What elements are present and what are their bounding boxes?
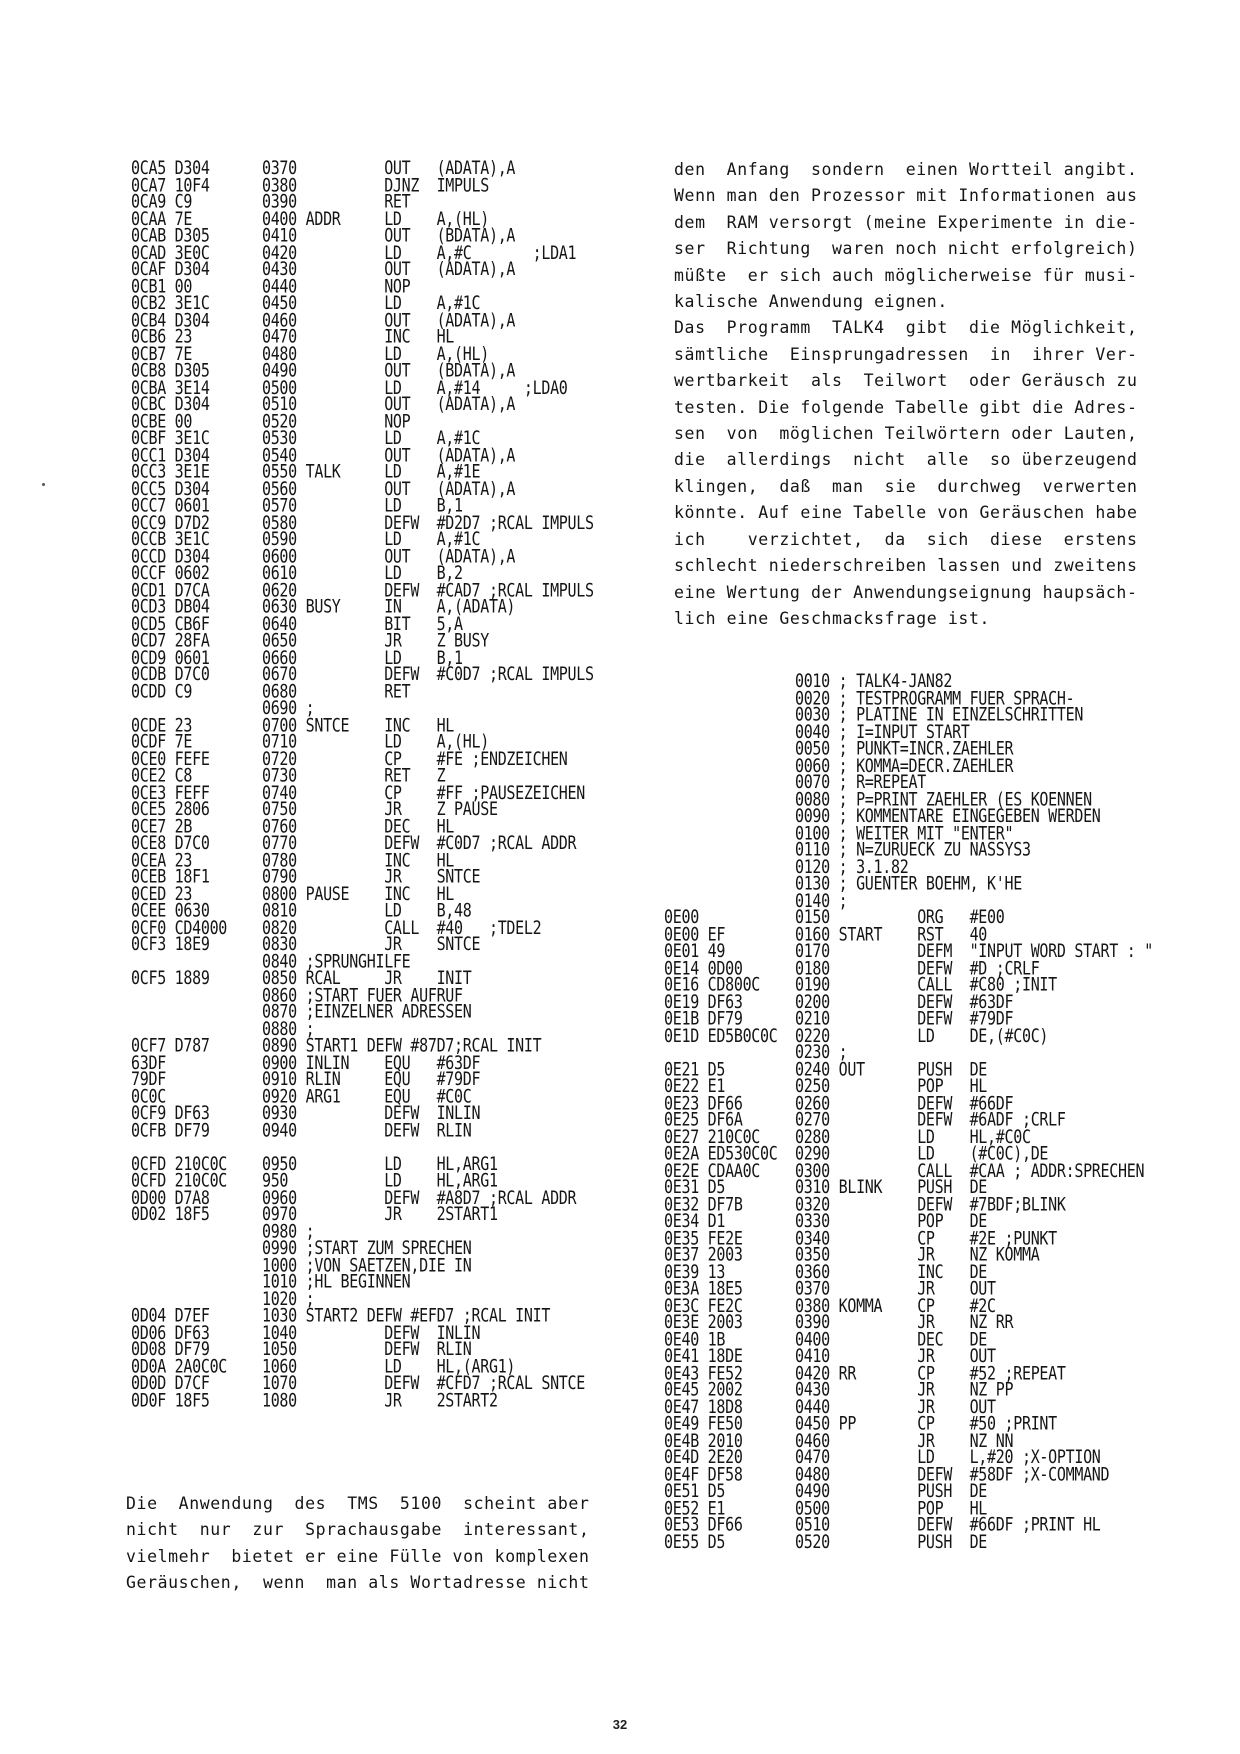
listing-line: 0E4B 2010 0460 JR NZ NN xyxy=(664,1428,1014,1452)
listing-line: 0E41 18DE 0410 JR OUT xyxy=(664,1344,996,1367)
listing-line: 1010 ;HL BEGINNEN xyxy=(131,1270,411,1293)
listing-line: 0090 ; KOMMENTARE EINGEGEBEN WERDEN xyxy=(664,804,1101,827)
listing-line: 0E00 EF 0160 START RST 40 xyxy=(664,922,988,945)
prose-line: wertbarkeit als Teilwort oder Geräusch zu xyxy=(674,371,1138,391)
listing-line: 0CCF 0602 0610 LD B,2 xyxy=(131,561,463,584)
listing-line: 0E53 DF66 0510 DEFW #66DF ;PRINT HL xyxy=(664,1513,1101,1536)
listing-line: 0E22 E1 0250 POP HL xyxy=(664,1074,988,1097)
listing-line: 0E47 18D8 0440 JR OUT xyxy=(664,1394,996,1418)
listing-line: 0E35 FE2E 0340 CP #2E ;PUNKT xyxy=(664,1226,1057,1249)
listing-line: 0CE2 C8 0730 RET Z xyxy=(131,763,446,787)
prose-line: ich verzichtet, da sich diese erstens xyxy=(674,529,1138,549)
listing-line: 0CC3 3E1E 0550 TALK LD A,#1E xyxy=(131,460,481,483)
listing-line: 0CB2 3E1C 0450 LD A,#1C xyxy=(131,291,481,314)
listing-line: 0E39 13 0360 INC DE xyxy=(664,1259,988,1283)
listing-line: 0CD9 0601 0660 LD B,1 xyxy=(131,645,463,669)
listing-line: 0E3C FE2C 0380 KOMMA CP #2C xyxy=(664,1293,996,1317)
listing-line: 1000 ;VON SAETZEN,DIE IN xyxy=(131,1253,472,1276)
prose-line: sen von möglichen Teilwörtern oder Lauten, xyxy=(674,424,1138,444)
prose-right-column xyxy=(674,157,1138,632)
listing-line: 0CC9 D7D2 0580 DEFW #D2D7 ;RCAL IMPULS xyxy=(131,510,594,534)
listing-line: 0CD1 D7CA 0620 DEFW #CAD7 ;RCAL IMPULS xyxy=(131,578,594,601)
listing-line: 0CBC D304 0510 OUT (ADATA),A xyxy=(131,392,516,415)
prose-line: Die Anwendung des TMS 5100 scheint aber xyxy=(126,1494,590,1513)
listing-line: 0CED 23 0800 PAUSE INC HL xyxy=(131,881,455,905)
listing-line: 0CB8 D305 0490 OUT (BDATA),A xyxy=(131,358,516,382)
listing-line: 0E25 DF6A 0270 DEFW #6ADF ;CRLF xyxy=(664,1108,1066,1131)
listing-line: 0D08 DF79 1050 DEFW RLIN xyxy=(131,1337,472,1360)
listing-line: 0E55 D5 0520 PUSH DE xyxy=(664,1529,988,1553)
listing-line: 79DF 0910 RLIN EQU #79DF xyxy=(131,1067,481,1090)
prose-line: nicht nur zur Sprachausgabe interessant, xyxy=(126,1520,590,1540)
listing-line: 0E52 E1 0500 POP HL xyxy=(664,1496,988,1519)
listing-line: 0840 ;SPRUNGHILFE xyxy=(131,949,411,972)
prose-line: testen. Die folgende Tabelle gibt die Adres- xyxy=(674,397,1138,417)
assembly-listing-left xyxy=(131,156,594,1411)
listing-line: 0CC7 0601 0570 LD B,1 xyxy=(131,493,463,517)
listing-line: 0CCD D304 0600 OUT (ADATA),A xyxy=(131,544,516,567)
listing-line: 0D00 D7A8 0960 DEFW #A8D7 ;RCAL ADDR xyxy=(131,1185,577,1209)
listing-line: 0E19 DF63 0200 DEFW #63DF xyxy=(664,989,1014,1013)
listing-line: 0E51 D5 0490 PUSH DE xyxy=(664,1479,988,1502)
listing-line: 1020 ; xyxy=(131,1286,315,1310)
listing-line: 0CD7 28FA 0650 JR Z BUSY xyxy=(131,628,489,652)
listing-line: 0CCB 3E1C 0590 LD A,#1C xyxy=(131,527,481,550)
listing-line: 0E23 DF66 0260 DEFW #66DF xyxy=(664,1091,1014,1114)
prose-line: lich eine Geschmacksfrage ist. xyxy=(674,608,991,628)
listing-line: 0E4D 2E20 0470 LD L,#20 ;X-OPTION xyxy=(664,1445,1101,1468)
listing-line: 0CFD 210C0C 0950 LD HL,ARG1 xyxy=(131,1151,498,1175)
prose-line: müßte er sich auch möglicherweise für musi- xyxy=(674,265,1138,285)
listing-line: 0E43 FE52 0420 RR CP #52 ;REPEAT xyxy=(664,1361,1066,1384)
listing-line: 0E40 1B 0400 DEC DE xyxy=(664,1327,988,1350)
listing-line: 0CC5 D304 0560 OUT (ADATA),A xyxy=(131,476,516,500)
listing-line: 0CE5 2806 0750 JR Z PAUSE xyxy=(131,797,498,820)
listing-line: 0CEB 18F1 0790 JR SNTCE xyxy=(131,865,481,888)
prose-line: Wenn man den Prozessor mit Informationen aus xyxy=(674,186,1138,206)
listing-line: 0CC1 D304 0540 OUT (ADATA),A xyxy=(131,443,516,466)
assembly-listing-right xyxy=(664,669,1153,1553)
listing-line: 0070 ; R=REPEAT xyxy=(664,770,926,793)
listing-line: 0CBA 3E14 0500 LD A,#14 ;LDA0 xyxy=(131,375,568,399)
prose-line: vielmehr bietet er eine Fülle von komplexen xyxy=(126,1546,590,1566)
listing-line: 0CD3 DB04 0630 BUSY IN A,(ADATA) xyxy=(131,595,516,618)
listing-line: 0E2E CDAA0C 0300 CALL #CAA ; ADDR:SPRECHEN xyxy=(664,1158,1145,1182)
prose-line: klingen, daß man sie durchweg verwerten xyxy=(674,476,1138,496)
listing-line: 0E1B DF79 0210 DEFW #79DF xyxy=(664,1006,1014,1030)
listing-line: 0E37 2003 0350 JR NZ KOMMA xyxy=(664,1243,1040,1266)
prose-line: könnte. Auf eine Tabelle von Geräuschen habe xyxy=(674,503,1138,523)
listing-line: 0D0D D7CF 1070 DEFW #CFD7 ;RCAL SNTCE xyxy=(131,1371,586,1394)
listing-line: 0D0A 2A0C0C 1060 LD HL,(ARG1) xyxy=(131,1354,516,1377)
listing-line: 0140 ; xyxy=(664,888,848,912)
listing-line: 0CFB DF79 0940 DEFW RLIN xyxy=(131,1118,472,1141)
listing-line: 0CB4 D304 0460 OUT (ADATA),A xyxy=(131,308,516,331)
listing-line: 0CD5 CB6F 0640 BIT 5,A xyxy=(131,611,463,635)
listing-line: 0CFD 210C0C 950 LD HL,ARG1 xyxy=(131,1168,498,1192)
listing-line: 0060 ; KOMMA=DECR.ZAEHLER xyxy=(664,753,1014,777)
listing-line: 0CAB D305 0410 OUT (BDATA),A xyxy=(131,223,516,247)
listing-line: 0E27 210C0C 0280 LD HL,#C0C xyxy=(664,1124,1031,1148)
listing-line: 0CEA 23 0780 INC HL xyxy=(131,848,455,871)
page-number: 32 xyxy=(612,1717,628,1732)
listing-line: 0E21 D5 0240 OUT PUSH DE xyxy=(664,1057,988,1080)
listing-line: 0E31 D5 0310 BLINK PUSH DE xyxy=(664,1175,988,1198)
prose-line: den Anfang sondern einen Wortteil angibt. xyxy=(674,160,1138,179)
prose-line: dem RAM versorgt (meine Experimente in die- xyxy=(674,212,1138,232)
prose-line: ser Richtung waren noch nicht erfolgreich) xyxy=(674,239,1138,259)
prose-left-column xyxy=(126,1491,590,1597)
listing-line: 0E1D ED5B0C0C 0220 LD DE,(#C0C) xyxy=(664,1023,1049,1047)
listing-line: 0CF0 CD4000 0820 CALL #40 ;TDEL2 xyxy=(131,915,542,939)
listing-line: 0CAF D304 0430 OUT (ADATA),A xyxy=(131,257,516,280)
listing-line: 0C0C 0920 ARG1 EQU #C0C xyxy=(131,1084,472,1107)
listing-line: 0CF7 D787 0890 START1 DEFW #87D7;RCAL INIT xyxy=(131,1033,542,1057)
listing-line: 0CEE 0630 0810 LD B,48 xyxy=(131,898,472,922)
listing-line: 0990 ;START ZUM SPRECHEN xyxy=(131,1236,472,1259)
prose-line: eine Wertung der Anwendungseignung haupsäch- xyxy=(674,582,1138,602)
listing-line: 0870 ;EINZELNER ADRESSEN xyxy=(131,1000,472,1023)
listing-line: 0CB6 23 0470 INC HL xyxy=(131,325,455,348)
prose-line: kalische Anwendung eignen. xyxy=(674,292,948,312)
listing-line: 63DF 0900 INLIN EQU #63DF xyxy=(131,1050,481,1074)
listing-line: 0E00 0150 ORG #E00 xyxy=(664,905,1005,928)
listing-line: 0E34 D1 0330 POP DE xyxy=(664,1209,988,1232)
listing-line: 0880 ; xyxy=(131,1016,315,1040)
listing-line: 0CDB D7C0 0670 DEFW #C0D7 ;RCAL IMPULS xyxy=(131,662,594,685)
prose-line: die allerdings nicht alle so überzeugend xyxy=(674,450,1138,470)
listing-line: 0080 ; P=PRINT ZAEHLER (ES KOENNEN xyxy=(664,787,1092,810)
listing-line: 0CE7 2B 0760 DEC HL xyxy=(131,814,455,837)
listing-line: 0020 ; TESTPROGRAMM FUER SPRACH- xyxy=(664,686,1075,709)
listing-line: 0CB1 00 0440 NOP xyxy=(131,274,411,297)
listing-line: 0CF3 18E9 0830 JR SNTCE xyxy=(131,932,481,955)
scan-speck xyxy=(42,483,45,486)
listing-line: 0CAD 3E0C 0420 LD A,#C ;LDA1 xyxy=(131,240,577,264)
listing-line: 0CE0 FEFE 0720 CP #FE ;ENDZEICHEN xyxy=(131,746,568,770)
listing-line: 0130 ; GUENTER BOEHM, K'HE xyxy=(664,871,1022,895)
listing-line: 0E3A 18E5 0370 JR OUT xyxy=(664,1276,996,1300)
listing-line: 0E3E 2003 0390 JR NZ RR xyxy=(664,1310,1014,1333)
listing-line: 0CA7 10F4 0380 DJNZ IMPULS xyxy=(131,173,489,196)
listing-line: 0CA9 C9 0390 RET xyxy=(131,190,411,213)
listing-line: 0E01 49 0170 DEFM "INPUT WORD START : " xyxy=(664,939,1153,962)
listing-line: 0CBE 00 0520 NOP xyxy=(131,409,411,432)
listing-line: 0E14 0D00 0180 DEFW #D ;CRLF xyxy=(664,956,1040,979)
listing-line: 0E49 FE50 0450 PP CP #50 ;PRINT xyxy=(664,1411,1057,1435)
listing-line: 0100 ; WEITER MIT "ENTER" xyxy=(664,821,1014,844)
listing-line: 0D06 DF63 1040 DEFW INLIN xyxy=(131,1320,481,1344)
listing-line: 0CF9 DF63 0930 DEFW INLIN xyxy=(131,1101,481,1124)
listing-line: 0860 ;START FUER AUFRUF xyxy=(131,983,463,1006)
listing-line: 0E2A ED530C0C 0290 LD (#C0C),DE xyxy=(664,1141,1049,1165)
listing-line: 0E45 2002 0430 JR NZ PP xyxy=(664,1378,1014,1401)
listing-line: 0CB7 7E 0480 LD A,(HL) xyxy=(131,341,489,365)
listing-line: 0CE3 FEFF 0740 CP #FF ;PAUSEZEICHEN xyxy=(131,780,586,804)
listing-line: 0980 ; xyxy=(131,1219,315,1242)
listing-line: 0110 ; N=ZURUECK ZU NASSYS3 xyxy=(664,838,1031,861)
listing-line: 0CBF 3E1C 0530 LD A,#1C xyxy=(131,426,481,449)
listing-line: 0CE8 D7C0 0770 DEFW #C0D7 ;RCAL ADDR xyxy=(131,831,577,854)
listing-line: 0050 ; PUNKT=INCR.ZAEHLER xyxy=(664,736,1014,760)
listing-line: 0CA5 D304 0370 OUT (ADATA),A xyxy=(131,156,516,179)
listing-line: 0CF5 1889 0850 RCAL JR INIT xyxy=(131,966,472,989)
listing-line: 0030 ; PLATINE IN EINZELSCHRITTEN xyxy=(664,703,1084,726)
listing-line: 0CDE 23 0700 SNTCE INC HL xyxy=(131,713,455,736)
prose-line: sämtliche Einsprungadressen in ihrer Ver- xyxy=(674,344,1138,364)
listing-line: 0D02 18F5 0970 JR 2START1 xyxy=(131,1202,498,1225)
listing-line: 0E16 CD800C 0190 CALL #C80 ;INIT xyxy=(664,973,1057,996)
listing-line: 0040 ; I=INPUT START xyxy=(664,719,970,743)
listing-line: 0010 ; TALK4-JAN82 xyxy=(664,669,953,692)
listing-line: 0230 ; xyxy=(664,1040,848,1063)
listing-line: 0CDF 7E 0710 LD A,(HL) xyxy=(131,730,489,753)
prose-line: Das Programm TALK4 gibt die Möglichkeit, xyxy=(674,318,1138,338)
listing-line: 0CAA 7E 0400 ADDR LD A,(HL) xyxy=(131,206,489,230)
prose-line: Geräuschen, wenn man als Wortadresse nicht xyxy=(126,1573,590,1593)
listing-line: 0D0F 18F5 1080 JR 2START2 xyxy=(131,1388,498,1411)
listing-line: 0690 ; xyxy=(131,696,315,719)
listing-line: 0E4F DF58 0480 DEFW #58DF ;X-COMMAND xyxy=(664,1462,1110,1485)
listing-line: 0CDD C9 0680 RET xyxy=(131,679,411,702)
listing-line: 0E32 DF7B 0320 DEFW #7BDF;BLINK xyxy=(664,1192,1066,1215)
prose-line: schlecht niederschreiben lassen und zweitens xyxy=(674,556,1138,576)
listing-line: 0D04 D7EF 1030 START2 DEFW #EFD7 ;RCAL INIT xyxy=(131,1303,551,1327)
listing-line: 0120 ; 3.1.82 xyxy=(664,854,909,878)
